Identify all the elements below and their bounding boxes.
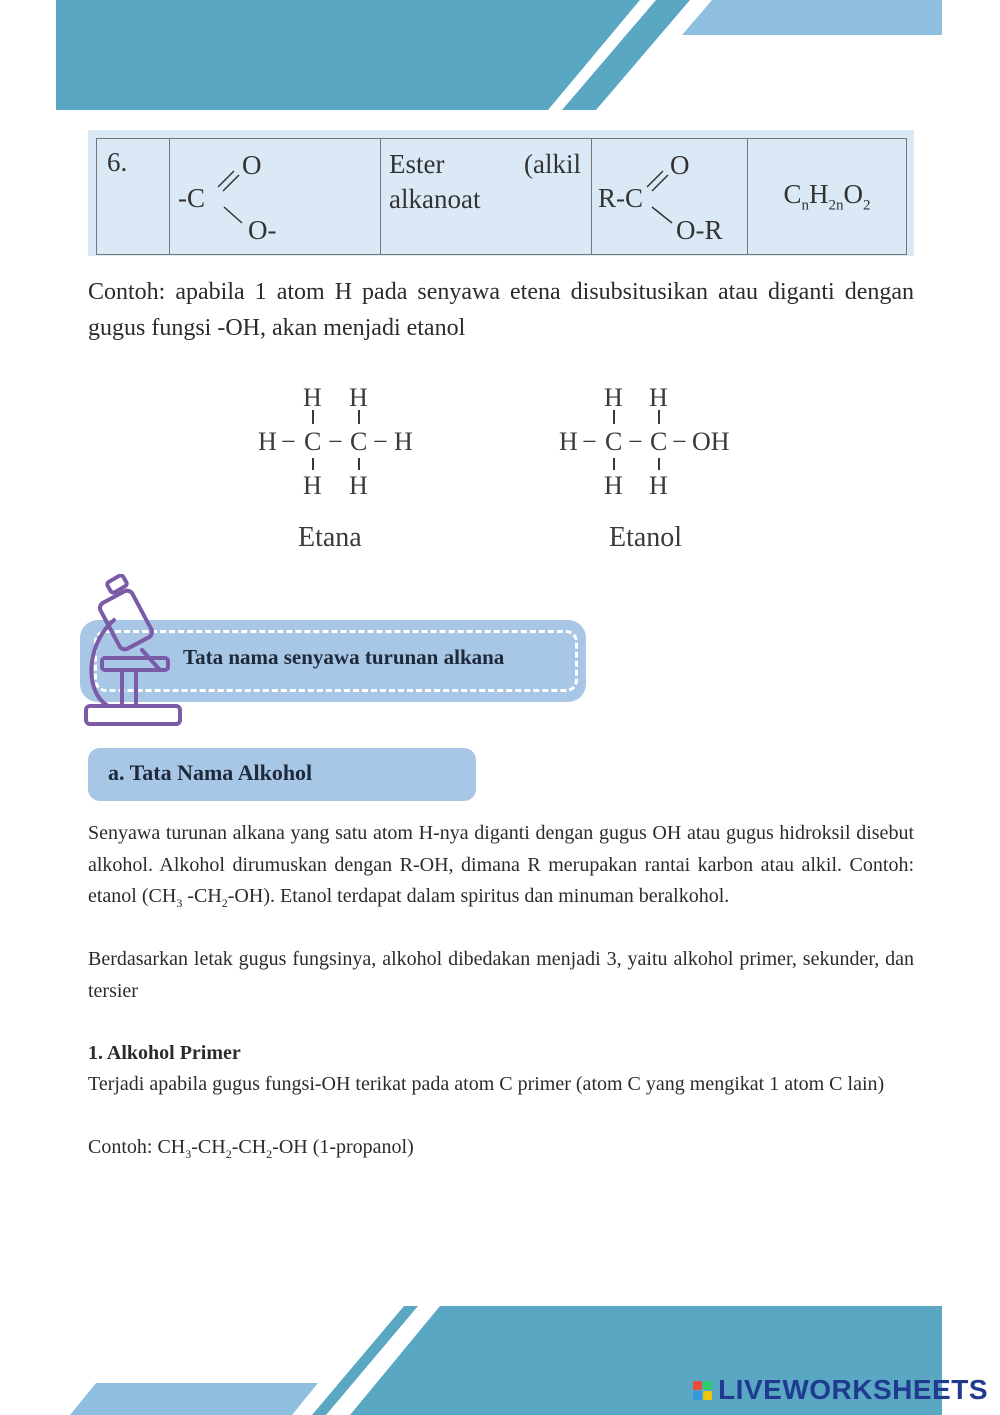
atom-h: H bbox=[604, 383, 623, 412]
subsection-heading-title: a. Tata Nama Alkohol bbox=[108, 760, 313, 785]
primer-example: Contoh: $CH_3-CH_2-CH_2-OH$ (1-propanol) bbox=[88, 1136, 414, 1161]
table-cell-general-structure bbox=[592, 139, 748, 255]
atom-c: C bbox=[650, 427, 668, 456]
atom-h: H bbox=[394, 427, 413, 456]
liveworksheets-logo-icon bbox=[693, 1381, 712, 1400]
double-bond-line bbox=[218, 171, 234, 187]
ester-group-structure bbox=[170, 139, 381, 247]
name-ester: Ester bbox=[389, 149, 445, 179]
subsection-heading-box bbox=[88, 748, 476, 801]
primer-title: 1. Alkohol Primer bbox=[88, 1042, 241, 1064]
classification-paragraph: Berdasarkan letak gugus fungsinya, alkohol dibedakan menjadi 3, yaitu alkohol primer, sekunder, dan tersier bbox=[88, 948, 914, 1002]
general-left: R-C bbox=[598, 183, 644, 213]
atom-c: C bbox=[304, 427, 322, 456]
brand-text: LIVEWORKSHEETS bbox=[718, 1374, 988, 1405]
atom-h: H bbox=[649, 383, 668, 412]
ester-general-structure bbox=[592, 139, 748, 247]
general-bottom: O-R bbox=[676, 215, 723, 245]
double-bond-line bbox=[223, 175, 239, 191]
general-top: O bbox=[670, 150, 690, 180]
group-left: -C bbox=[178, 183, 205, 213]
atom-h: H bbox=[258, 427, 277, 456]
atom-h: H bbox=[604, 471, 623, 498]
liveworksheets-brand bbox=[693, 1374, 988, 1406]
atom-c: C bbox=[350, 427, 368, 456]
atom-c: C bbox=[605, 427, 623, 456]
group-bottom: O- bbox=[248, 215, 277, 245]
functional-group-table-wrap bbox=[88, 130, 914, 256]
table-cell-general-formula bbox=[748, 139, 907, 255]
atom-h: H bbox=[559, 427, 578, 456]
atom-h: H bbox=[349, 471, 368, 498]
etanol-structure bbox=[551, 378, 751, 498]
single-bond-line bbox=[224, 207, 242, 223]
etana-label: Etana bbox=[298, 522, 362, 553]
double-bond-line bbox=[647, 171, 663, 187]
microscope-icon bbox=[78, 574, 188, 730]
bond-dash: − bbox=[582, 427, 597, 456]
etana-structure bbox=[250, 378, 430, 498]
bond-dash: − bbox=[281, 427, 296, 456]
primer-description: Terjadi apabila gugus fungsi-OH terikat pada atom C primer (atom C yang mengikat 1 atom C lain) bbox=[88, 1073, 885, 1095]
table-cell-group-formula bbox=[170, 139, 381, 255]
bond-dash: − bbox=[628, 427, 643, 456]
name-alkanoat: alkanoat bbox=[389, 184, 481, 215]
functional-group-table bbox=[96, 138, 907, 255]
atom-h: H bbox=[649, 471, 668, 498]
atom-h: H bbox=[303, 471, 322, 498]
single-bond-line bbox=[652, 207, 672, 223]
intro-paragraph: Contoh: apabila 1 atom H pada senyawa etena disubsitusikan atau diganti dengan gugus fungsi -OH, akan menjadi etanol bbox=[88, 279, 914, 341]
double-bond-line bbox=[652, 175, 668, 191]
section-heading-title: Tata nama senyawa turunan alkana bbox=[183, 645, 505, 669]
group-oh: OH bbox=[692, 427, 730, 456]
alkohol-paragraph: Senyawa turunan alkana yang satu atom H-nya diganti dengan gugus OH atau gugus hidroksil disebut alkohol. Alkohol dirumuskan dengan R-OH, dimana R merupakan rantai karbon atau alkil. Contoh: etanol ($CH_3$ $-CH_2-OH$). Etanol terdapat dalam spiritus dan minuman beralkohol. bbox=[88, 822, 914, 910]
row-number: 6. bbox=[107, 147, 128, 177]
table-cell-number bbox=[97, 139, 170, 255]
atom-h: H bbox=[349, 383, 368, 412]
bond-dash: − bbox=[672, 427, 687, 456]
name-alkil: (alkil bbox=[524, 149, 581, 179]
top-banner bbox=[0, 0, 1000, 115]
bond-dash: − bbox=[373, 427, 388, 456]
etanol-label: Etanol bbox=[609, 522, 683, 553]
group-top: O bbox=[242, 150, 262, 180]
bond-dash: − bbox=[328, 427, 343, 456]
table-cell-name bbox=[381, 139, 592, 255]
table-row bbox=[97, 139, 907, 255]
atom-h: H bbox=[303, 383, 322, 412]
general-formula: $C_nH_{2n}O_2$ bbox=[783, 178, 871, 214]
